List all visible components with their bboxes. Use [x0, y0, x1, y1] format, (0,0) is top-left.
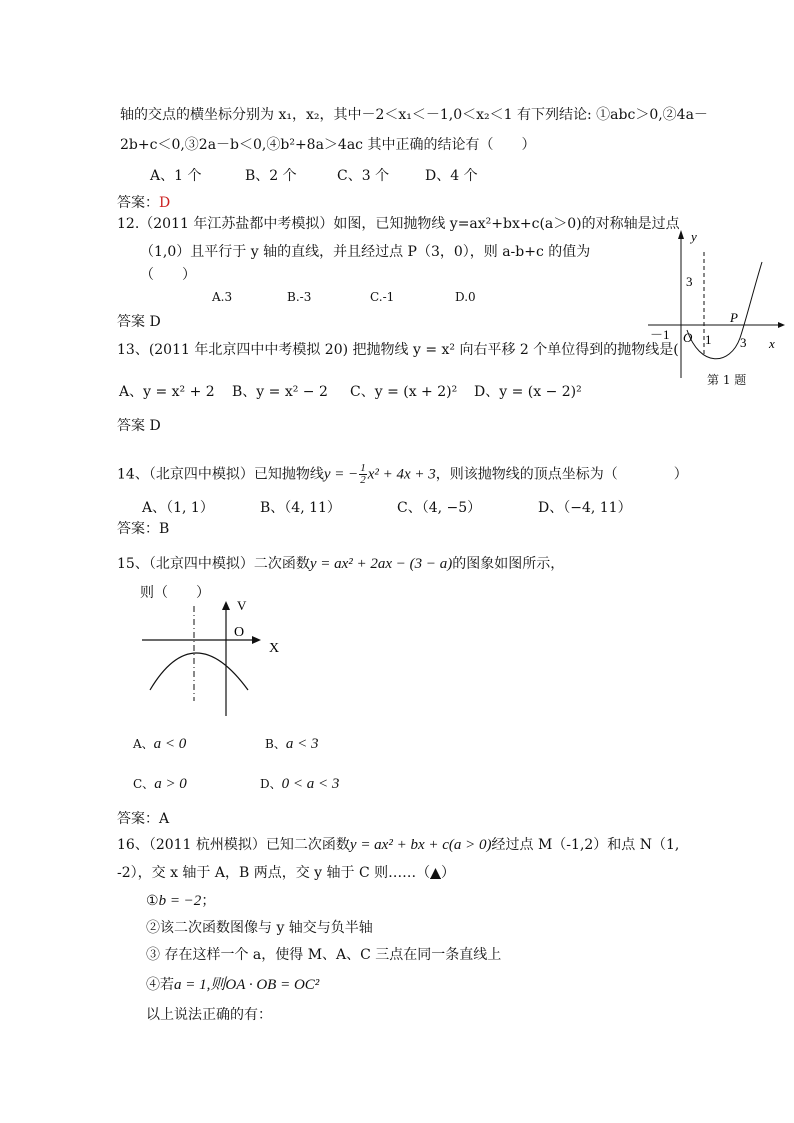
q12-line2: （1,0）且平行于 y 轴的直线，并且经过点 P（3，0），则 a-b+c 的值为: [140, 244, 591, 260]
q16-mid: 经过点 M（-1,2）和点 N（1,: [491, 837, 680, 853]
q11-option-a: A、1 个: [150, 168, 202, 184]
q16-line2-text: -2），交 x 轴于 A，B 两点，交 y 轴于 C 则……（: [117, 865, 431, 881]
q16-item-1-text: ；: [201, 893, 216, 909]
q15-formula: y = ax² + 2ax − (3 − a): [309, 556, 453, 572]
q15-option-c-math: a > 0: [154, 776, 187, 792]
q16-close: ）: [440, 865, 455, 881]
q15-answer: 答案：A: [117, 811, 170, 827]
q14-option-d: D、（−4, 11）: [538, 500, 632, 516]
q15-suffix: 的图象如图所示，: [452, 556, 565, 572]
q12-label-3y: 3: [686, 274, 693, 289]
q11-line1: 轴的交点的横坐标分别为 x₁，x₂，其中－2＜x₁＜－1,0＜x₂＜1 有下列结论: ①abc＞0,②4a－: [120, 107, 708, 123]
q16-item-2: [146, 917, 373, 937]
q12-option-b: B.-3: [287, 290, 312, 304]
q15-label-x: X: [269, 641, 280, 656]
q11-option-d: D、4 个: [425, 168, 478, 184]
q15-x-arrow: [252, 636, 261, 644]
q15-option-d-letter: D、: [260, 777, 282, 791]
q16-item-2-text: 该二次函数图像与 y 轴交与负半轴: [160, 920, 373, 936]
q16-item-4: [146, 973, 319, 994]
q12-line3: （ ）: [140, 267, 196, 283]
q12-parabola-figure: [640, 228, 785, 388]
q16-formula: y = ax² + bx + c(a > 0): [349, 837, 492, 853]
q15-option-a-letter: A、: [133, 737, 154, 751]
q12-label-x: x: [769, 336, 775, 351]
q11-answer: [117, 192, 170, 212]
q15-option-b: [265, 735, 318, 753]
q12-answer: 答案 D: [117, 314, 161, 330]
q15-option-d-math: 0 < a < 3: [281, 776, 340, 792]
q11-option-c: C、3 个: [337, 168, 390, 184]
q12-label-y: y: [691, 229, 697, 244]
q16-blank-triangle: ▲: [430, 865, 441, 881]
q15-stem: [117, 553, 564, 573]
q16-item-4-num: ④若: [146, 977, 174, 993]
q12-label-minus1: －1: [650, 327, 670, 342]
q14-suffix: ，则该抛物线的顶点坐标为（ ）: [435, 466, 688, 483]
q11-option-b: B、2 个: [245, 168, 297, 184]
q12-label-3x: 3: [740, 335, 747, 350]
q13-line1: 13、(2011 年北京四中中考模拟 20) 把抛物线 y = x² 向右平移 2 个单位得到的抛物线是(: [117, 342, 679, 358]
q15-label-y: V: [237, 598, 247, 613]
q16-item-3-num: ③: [146, 947, 160, 963]
q12-figure-caption: 第 1 题: [707, 373, 747, 387]
q16-item-2-num: ②: [146, 920, 160, 936]
q16-prefix: 16、（2011 杭州模拟）已知二次函数: [117, 837, 350, 853]
q14-frac-num: 1: [360, 462, 366, 474]
q15-then: 则（ ）: [140, 585, 210, 601]
q16-item-1-num: ①: [146, 893, 159, 909]
q13-option-a: A、y = x² + 2: [119, 384, 215, 400]
q14-stem: [117, 463, 688, 486]
q16-item-1: [146, 890, 215, 910]
q14-option-a: A、（1, 1）: [142, 500, 214, 516]
q12-option-d: D.0: [455, 290, 476, 304]
q14-fraction: [359, 463, 367, 486]
q14-formula-lead: y = −: [323, 466, 359, 483]
q14-option-b: B、（4, 11）: [260, 500, 341, 516]
q13-option-b: B、y = x² − 2: [232, 384, 328, 400]
q15-parabola-figure: [138, 596, 288, 721]
q16-stem-line1: [117, 834, 679, 854]
q11-answer-value: D: [159, 195, 171, 211]
q12-label-p: P: [730, 310, 738, 325]
q12-option-c: C.-1: [370, 290, 395, 304]
q12-y-arrow: [678, 230, 684, 239]
q11-answer-label: 答案：: [117, 195, 159, 211]
q16-item-4-math: a = 1,则OA · OB = OC²: [174, 977, 320, 993]
q15-option-a: [133, 735, 186, 753]
q15-label-origin: O: [234, 625, 245, 640]
q14-prefix: 14、（北京四中模拟）已知抛物线: [117, 466, 324, 483]
q15-option-b-math: a < 3: [285, 736, 319, 752]
q15-option-c-letter: C、: [133, 777, 155, 791]
q15-option-d: [260, 775, 339, 793]
q14-option-c: C、（4, −5）: [397, 500, 482, 516]
q15-option-c: [133, 775, 187, 793]
q15-option-a-math: a < 0: [153, 736, 187, 752]
q11-line2: 2b+c＜0,③2a－b＜0,④b²+8a＞4ac 其中正确的结论有（ ）: [120, 137, 536, 153]
q13-option-d: D、y = (x − 2)²: [474, 384, 582, 400]
q16-closing: 以上说法正确的有：: [146, 1007, 272, 1023]
q13-option-c: C、y = (x + 2)²: [350, 384, 458, 400]
q13-answer: 答案 D: [117, 418, 161, 434]
q16-item-3: [146, 944, 501, 964]
q12-line1: 12.（2011 年江苏盐都中考模拟）如图，已知抛物线 y=ax²+bx+c(a＞0)的对称轴是过点: [117, 216, 680, 232]
q12-label-origin: O: [683, 330, 693, 345]
q15-prefix: 15、（北京四中模拟）二次函数: [117, 556, 310, 572]
q12-x-arrow: [778, 322, 785, 328]
q15-y-arrow: [222, 601, 230, 610]
q14-formula-tail: x² + 4x + 3: [367, 466, 436, 483]
q16-stem-line2: [117, 862, 455, 882]
q14-frac-den: 2: [360, 474, 366, 486]
q12-label-1: 1: [705, 332, 712, 347]
q15-parabola-curve: [150, 653, 248, 690]
q16-item-3-text: 存在这样一个 a，使得 M、A、C 三点在同一条直线上: [160, 947, 502, 963]
q16-item-1-math: b = −2: [158, 893, 202, 909]
q12-parabola-curve: [687, 262, 762, 359]
q12-option-a: A.3: [212, 290, 233, 304]
q15-option-b-letter: B、: [265, 737, 286, 751]
q14-answer: 答案：B: [117, 521, 170, 537]
